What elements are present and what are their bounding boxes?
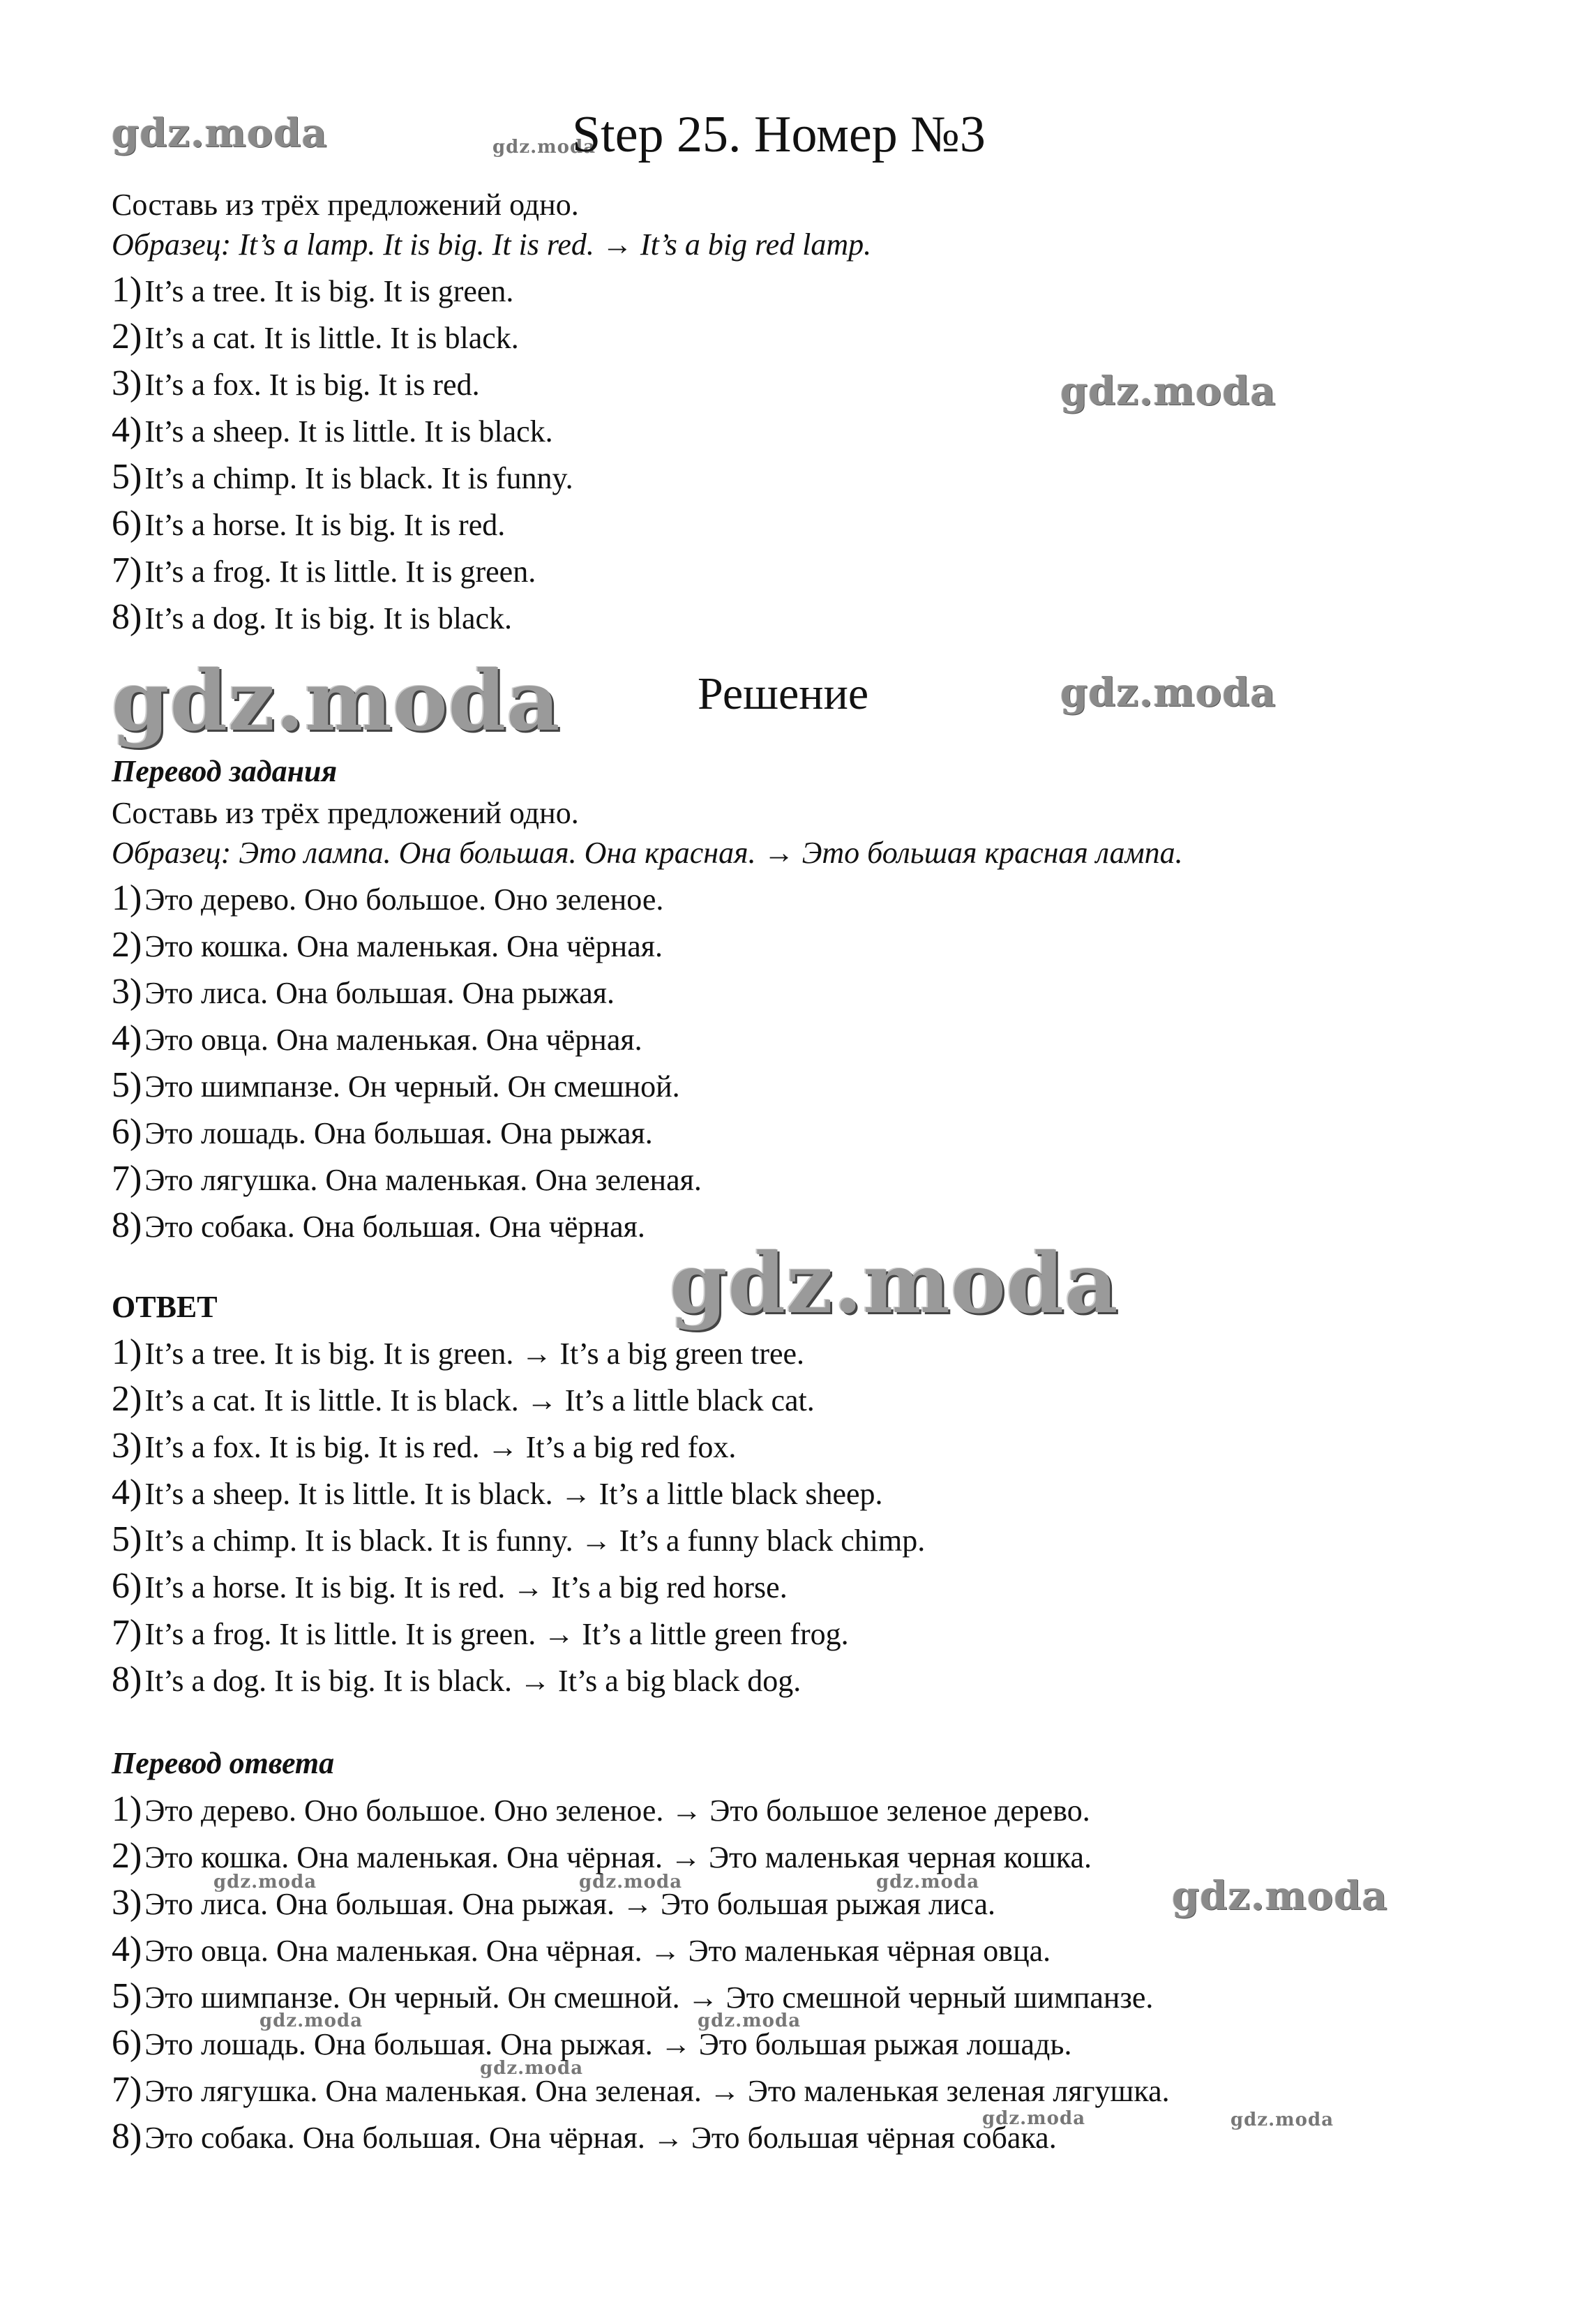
- item-text: Это дерево. Оно большое. Оно зеленое.: [144, 882, 664, 917]
- item-number: 3): [112, 972, 142, 1011]
- item-number: 7): [112, 550, 142, 590]
- watermark-logo: gdz.moda: [1172, 1873, 1388, 1919]
- watermark-logo: gdz.moda: [492, 137, 596, 158]
- watermark-logo: gdz.moda: [982, 2108, 1086, 2129]
- task-translation-item: [112, 1205, 645, 1245]
- watermark-logo: gdz.moda: [112, 652, 561, 749]
- watermark-logo: gdz.moda: [1060, 368, 1277, 414]
- item-number: 5): [112, 1065, 142, 1105]
- answer-item: [112, 1662, 801, 1699]
- solution-heading: Решение: [698, 668, 869, 719]
- item-text: Это овца. Она маленькая. Она чёрная.: [144, 1023, 642, 1057]
- item-text: It’s a dog. It is big. It is black. → It’s a big black dog.: [144, 1664, 801, 1698]
- task-translation-instruction: Составь из трёх предложений одно.: [112, 796, 579, 830]
- task-item: [112, 599, 512, 637]
- item-number: 2): [112, 925, 142, 965]
- item-text: It’s a frog. It is little. It is green. → It’s a little green frog.: [144, 1617, 849, 1651]
- item-text: Это собака. Она большая. Она чёрная.: [144, 1210, 645, 1244]
- item-text: It’s a cat. It is little. It is black. → It’s a little black cat.: [144, 1383, 815, 1417]
- task-item: [112, 363, 480, 403]
- answer-translation-item: [112, 1978, 1153, 2016]
- task-translation-item: [112, 1114, 653, 1152]
- answer-translation-item: [112, 1791, 1090, 1829]
- item-text: It’s a sheep. It is little. It is black.: [144, 414, 553, 449]
- answer-translation-item: [112, 1932, 1051, 1969]
- watermark-logo: gdz.moda: [480, 2058, 584, 2079]
- answer-translation-item: [112, 2116, 1057, 2156]
- item-number: 2): [112, 317, 142, 356]
- watermark-logo: gdz.moda: [670, 1235, 1119, 1332]
- item-number: 6): [112, 1566, 142, 1606]
- task-translation-heading: Перевод задания: [112, 754, 338, 788]
- item-text: Это дерево. Оно большое. Оно зеленое. → Это большое зеленое дерево.: [144, 1793, 1090, 1828]
- watermark-logo: gdz.moda: [1230, 2109, 1334, 2130]
- answer-item: [112, 1381, 815, 1419]
- item-text: It’s a frog. It is little. It is green.: [144, 555, 536, 589]
- item-text: Это овца. Она маленькая. Она чёрная. → Это маленькая чёрная овца.: [144, 1934, 1051, 1968]
- item-text: It’s a tree. It is big. It is green. → It’s a big green tree.: [144, 1337, 805, 1371]
- task-translation-item: [112, 1018, 642, 1058]
- answer-item: [112, 1615, 849, 1653]
- answer-item: [112, 1334, 804, 1372]
- answer-translation-item: [112, 2025, 1071, 2063]
- item-number: 3): [112, 363, 142, 403]
- item-number: 5): [112, 1976, 142, 2016]
- item-number: 1): [112, 270, 142, 310]
- task-translation-item: [112, 1161, 702, 1198]
- answer-item: [112, 1428, 736, 1466]
- item-text: Это лягушка. Она маленькая. Она зеленая.: [144, 1163, 702, 1197]
- answer-translation-heading: Перевод ответа: [112, 1746, 335, 1780]
- item-text: Это лошадь. Она большая. Она рыжая.: [144, 1116, 653, 1150]
- watermark-logo: gdz.moda: [579, 1872, 683, 1893]
- watermark-logo: gdz.moda: [876, 1872, 980, 1893]
- item-number: 1): [112, 1332, 142, 1372]
- task-item: [112, 319, 519, 356]
- task-translation-item: [112, 927, 663, 965]
- task-translation-item: [112, 1067, 680, 1105]
- item-text: It’s a tree. It is big. It is green.: [144, 274, 514, 308]
- item-text: It’s a chimp. It is black. It is funny.: [144, 461, 573, 495]
- item-number: 2): [112, 1836, 142, 1876]
- answer-heading: ОТВЕТ: [112, 1290, 218, 1324]
- answer-item: [112, 1568, 788, 1606]
- task-example: Образец: It’s a lamp. It is big. It is red. → It’s a big red lamp.: [112, 227, 872, 262]
- item-text: Это кошка. Она маленькая. Она чёрная. → Это маленькая черная кошка.: [144, 1840, 1092, 1874]
- item-number: 5): [112, 457, 142, 497]
- item-text: Это лягушка. Она маленькая. Она зеленая. → Это маленькая зеленая лягушка.: [144, 2074, 1170, 2108]
- item-number: 3): [112, 1883, 142, 1923]
- item-number: 7): [112, 1159, 142, 1198]
- item-text: It’s a fox. It is big. It is red. → It’s a big red fox.: [144, 1430, 737, 1464]
- item-number: 4): [112, 1473, 142, 1512]
- item-number: 7): [112, 2070, 142, 2109]
- item-number: 4): [112, 1018, 142, 1058]
- item-number: 1): [112, 878, 142, 918]
- item-number: 8): [112, 2116, 142, 2156]
- task-item: [112, 552, 536, 590]
- answer-translation-item: [112, 1885, 995, 1923]
- item-number: 8): [112, 1205, 142, 1245]
- task-translation-item: [112, 880, 663, 918]
- item-text: It’s a chimp. It is black. It is funny. → It’s a funny black chimp.: [144, 1524, 926, 1558]
- item-number: 4): [112, 1930, 142, 1969]
- watermark-logo: gdz.moda: [213, 1872, 317, 1893]
- item-text: It’s a dog. It is big. It is black.: [144, 601, 513, 635]
- item-text: It’s a cat. It is little. It is black.: [144, 321, 519, 355]
- item-number: 6): [112, 1112, 142, 1152]
- item-text: It’s a horse. It is big. It is red.: [144, 508, 506, 542]
- task-item: [112, 506, 505, 543]
- watermark-logo: gdz.moda: [1060, 670, 1277, 716]
- item-number: 5): [112, 1519, 142, 1559]
- task-item: [112, 412, 553, 450]
- watermark-logo: gdz.moda: [698, 2010, 801, 2031]
- task-item: [112, 272, 513, 310]
- task-translation-example: Образец: Это лампа. Она большая. Она красная. → Это большая красная лампа.: [112, 836, 1183, 870]
- item-text: It’s a sheep. It is little. It is black. → It’s a little black sheep.: [144, 1477, 883, 1511]
- answer-item: [112, 1475, 883, 1512]
- item-text: Это лиса. Она большая. Она рыжая.: [144, 976, 615, 1010]
- item-text: Это шимпанзе. Он черный. Он смешной. → Это смешной черный шимпанзе.: [144, 1980, 1154, 2015]
- page-title: Step 25. Номер №3: [572, 106, 986, 163]
- item-number: 3): [112, 1426, 142, 1466]
- item-number: 1): [112, 1789, 142, 1829]
- item-number: 4): [112, 410, 142, 450]
- task-item: [112, 459, 573, 497]
- item-number: 6): [112, 504, 142, 543]
- item-number: 2): [112, 1379, 142, 1419]
- item-number: 6): [112, 2023, 142, 2063]
- answer-item: [112, 1521, 925, 1559]
- item-text: Это лиса. Она большая. Она рыжая. → Это большая рыжая лиса.: [144, 1887, 996, 1921]
- task-translation-item: [112, 974, 615, 1011]
- answer-translation-item: [112, 2072, 1170, 2109]
- item-text: It’s a fox. It is big. It is red.: [144, 368, 480, 402]
- item-text: Это лошадь. Она большая. Она рыжая. → Это большая рыжая лошадь.: [144, 2027, 1072, 2061]
- item-number: 8): [112, 1660, 142, 1699]
- item-text: Это кошка. Она маленькая. Она чёрная.: [144, 929, 663, 963]
- item-text: It’s a horse. It is big. It is red. → It’s a big red horse.: [144, 1570, 788, 1604]
- item-text: Это собака. Она большая. Она чёрная. → Это большая чёрная собака.: [144, 2121, 1057, 2155]
- answer-translation-item: [112, 1838, 1092, 1876]
- watermark-logo: gdz.moda: [259, 2010, 363, 2031]
- item-number: 7): [112, 1613, 142, 1653]
- watermark-logo: gdz.moda: [112, 110, 328, 156]
- item-number: 8): [112, 597, 142, 637]
- task-instruction: Составь из трёх предложений одно.: [112, 188, 579, 222]
- item-text: Это шимпанзе. Он черный. Он смешной.: [144, 1069, 680, 1104]
